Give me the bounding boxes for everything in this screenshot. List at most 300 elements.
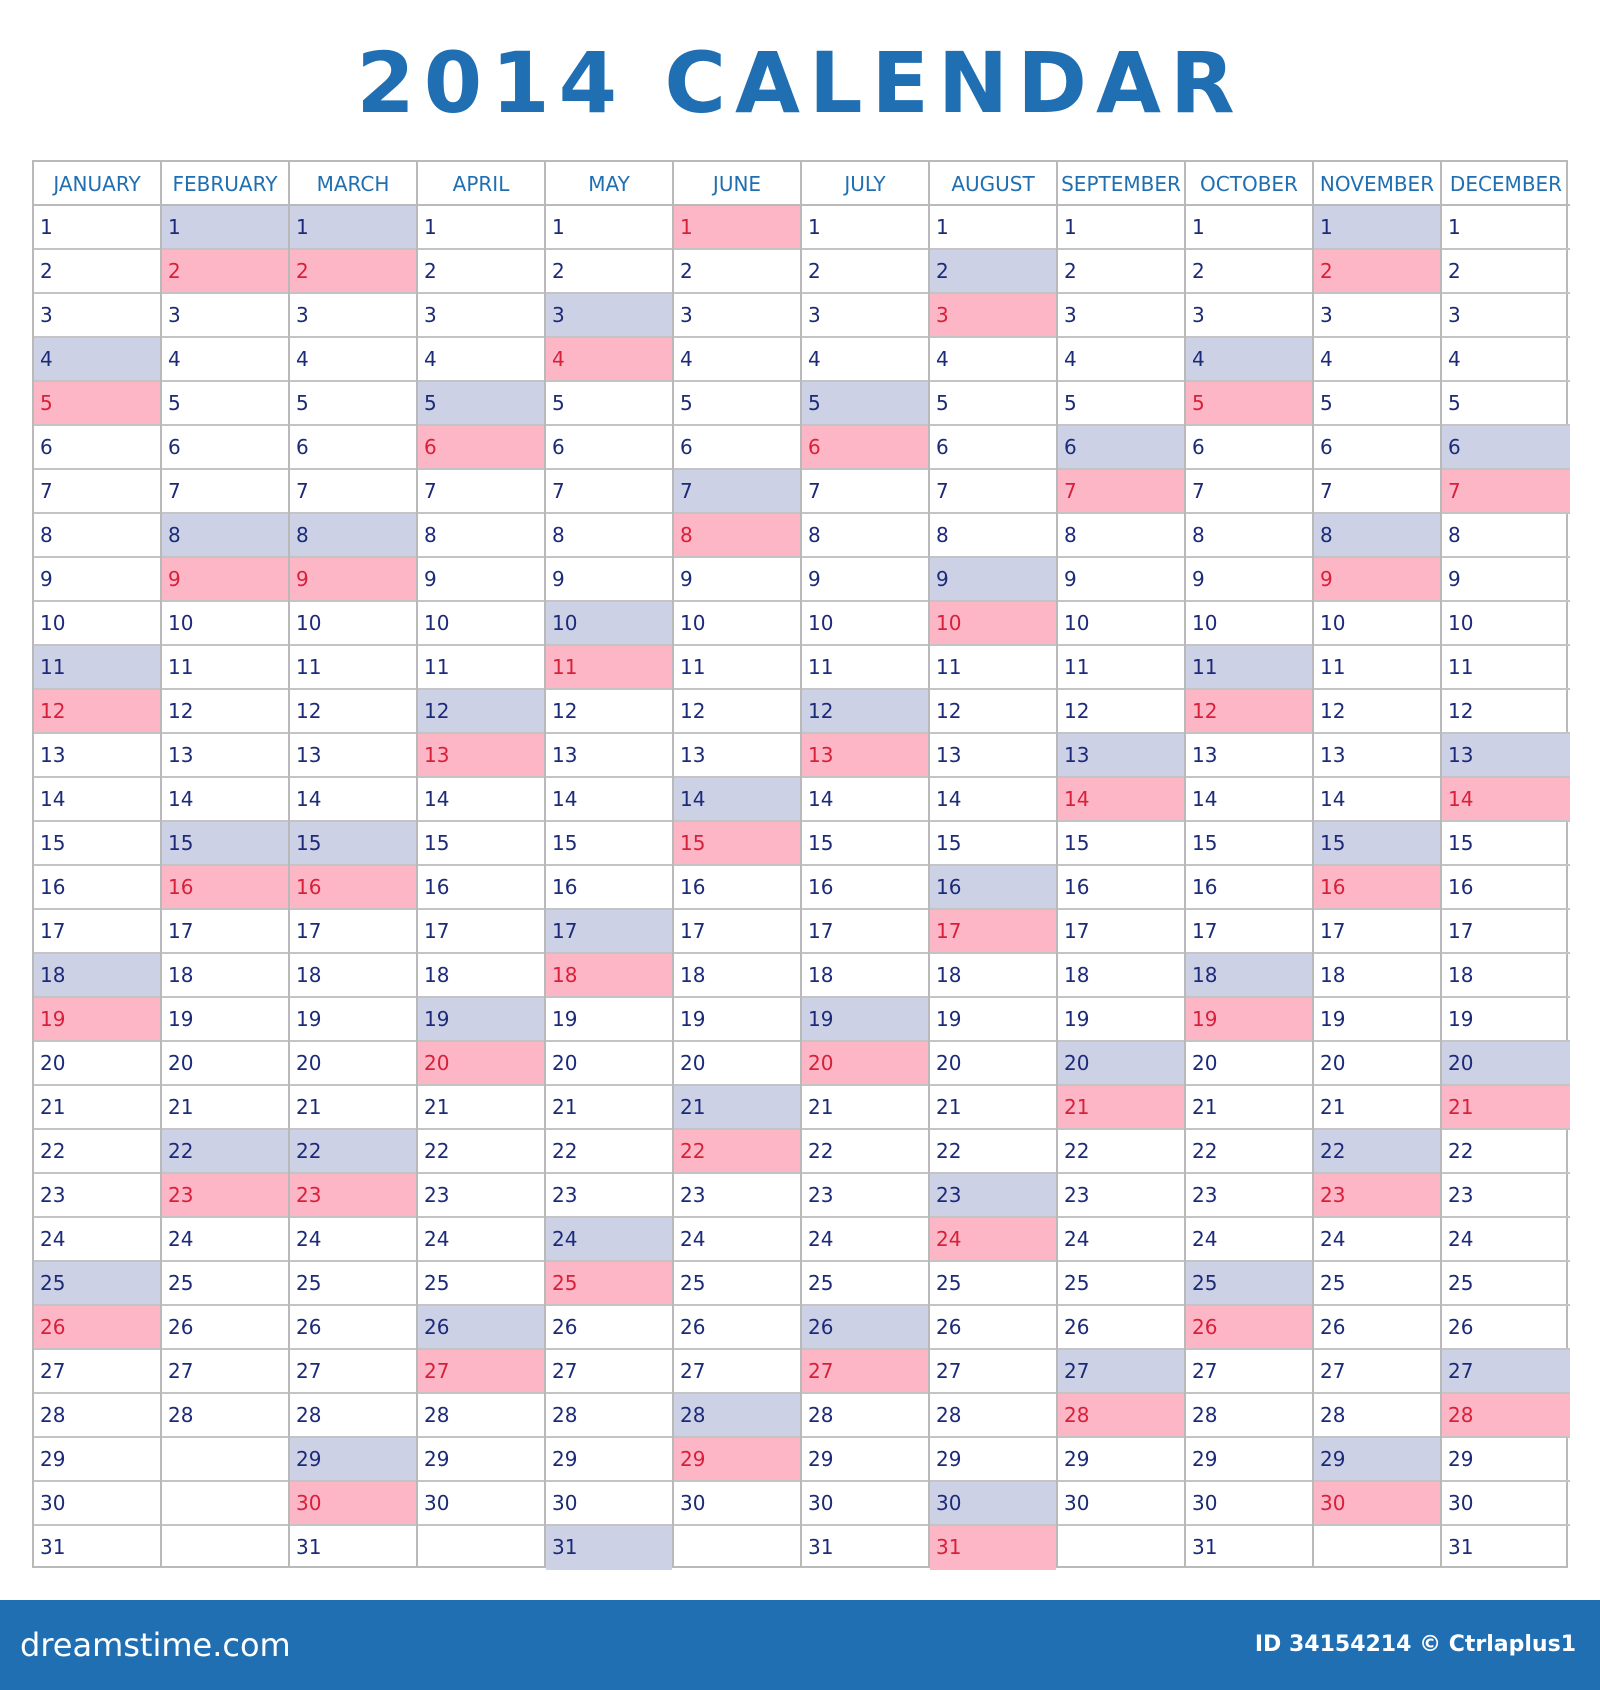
- day-cell: 22: [546, 1130, 672, 1174]
- day-cell: 16: [546, 866, 672, 910]
- day-cell: 1: [546, 206, 672, 250]
- brand-logo-text[interactable]: dreamstime.com: [20, 1626, 291, 1664]
- day-cell: 25: [1442, 1262, 1570, 1306]
- day-cell: 2: [546, 250, 672, 294]
- day-cell: 17: [1314, 910, 1440, 954]
- day-cell-saturday: 8: [290, 514, 416, 558]
- day-cell: 7: [930, 470, 1056, 514]
- day-cell: 3: [1442, 294, 1570, 338]
- day-cell: 8: [1442, 514, 1570, 558]
- day-cell: 17: [34, 910, 160, 954]
- day-cell: 11: [1058, 646, 1184, 690]
- day-cell: 21: [290, 1086, 416, 1130]
- day-cell: 1: [1058, 206, 1184, 250]
- day-cell: 16: [1186, 866, 1312, 910]
- day-cell-saturday: 25: [1186, 1262, 1312, 1306]
- day-cell: 24: [290, 1218, 416, 1262]
- day-cell: 31: [40, 1535, 66, 1559]
- day-cell-sunday: 6: [418, 426, 544, 470]
- day-cell: 17: [162, 910, 288, 954]
- day-cell: 28: [162, 1394, 288, 1438]
- day-cell: 6: [1186, 426, 1312, 470]
- day-cell: 23: [1442, 1174, 1570, 1218]
- day-cell-sunday: 2: [162, 250, 288, 294]
- day-cell-sunday: 24: [930, 1218, 1056, 1262]
- day-cell-saturday: 9: [930, 558, 1056, 602]
- empty-day-cell: [162, 1526, 288, 1570]
- day-cell: 24: [34, 1218, 160, 1262]
- day-cell: 27: [1186, 1350, 1312, 1394]
- day-cell-saturday: 8: [1314, 514, 1440, 558]
- day-cell-saturday: 31: [546, 1526, 672, 1570]
- day-cell: 20: [1186, 1042, 1312, 1086]
- day-cell: 9: [34, 558, 160, 602]
- day-cell: 12: [1442, 690, 1570, 734]
- day-cell: 14: [930, 778, 1056, 822]
- day-cell-saturday: 27: [1442, 1350, 1570, 1394]
- day-cell-sunday: 31: [930, 1526, 1056, 1570]
- day-cell: 30: [1186, 1482, 1312, 1526]
- day-cell-sunday: 3: [930, 294, 1056, 338]
- month-header: SEPTEMBER: [1058, 162, 1184, 206]
- day-cell: 25: [930, 1262, 1056, 1306]
- day-cell-sunday: 12: [1186, 690, 1312, 734]
- day-cell-saturday: 28: [674, 1394, 800, 1438]
- day-cell: 1: [1186, 206, 1312, 250]
- day-cell: 11: [802, 646, 928, 690]
- day-cell: 30: [546, 1482, 672, 1526]
- day-cell-sunday: 14: [1442, 778, 1570, 822]
- day-cell: 10: [1314, 602, 1440, 646]
- day-cell: 27: [930, 1350, 1056, 1394]
- day-cell: 11: [290, 646, 416, 690]
- day-cell: 24: [1186, 1218, 1312, 1262]
- day-cell: 11: [1442, 646, 1570, 690]
- month-column-may: [546, 162, 674, 1566]
- day-cell-sunday: 1: [674, 206, 800, 250]
- day-cell-sunday: 22: [674, 1130, 800, 1174]
- day-cell: 6: [674, 426, 800, 470]
- day-cell: 4: [802, 338, 928, 382]
- day-cell: 14: [290, 778, 416, 822]
- day-cell: 3: [162, 294, 288, 338]
- month-column-january: [34, 162, 162, 1566]
- day-cell: 11: [1314, 646, 1440, 690]
- day-cell-sunday: 21: [1058, 1086, 1184, 1130]
- day-cell-saturday: 22: [1314, 1130, 1440, 1174]
- day-cell-sunday: 16: [162, 866, 288, 910]
- empty-day-cell: [1058, 1526, 1184, 1570]
- day-cell-sunday: 5: [34, 382, 160, 426]
- day-cell-sunday: 23: [1314, 1174, 1440, 1218]
- day-cell: 31: [1448, 1535, 1474, 1559]
- day-cell: 15: [1058, 822, 1184, 866]
- day-cell: 3: [674, 294, 800, 338]
- day-cell: 2: [1186, 250, 1312, 294]
- day-cell-saturday: 11: [1186, 646, 1312, 690]
- day-cell: 13: [162, 734, 288, 778]
- day-cell-sunday: 8: [674, 514, 800, 558]
- day-cell: 15: [34, 822, 160, 866]
- day-cell: 15: [802, 822, 928, 866]
- day-cell: 25: [418, 1262, 544, 1306]
- day-cell: 23: [1186, 1174, 1312, 1218]
- day-cell: 10: [34, 602, 160, 646]
- day-cell-sunday: 4: [546, 338, 672, 382]
- day-cell: 11: [930, 646, 1056, 690]
- day-cell: 27: [674, 1350, 800, 1394]
- day-cell-saturday: 4: [34, 338, 160, 382]
- day-cell: 28: [34, 1394, 160, 1438]
- day-cell: 19: [162, 998, 288, 1042]
- day-cell: 13: [34, 734, 160, 778]
- day-cell-sunday: 13: [802, 734, 928, 778]
- day-cell: 16: [802, 866, 928, 910]
- day-cell: 4: [674, 338, 800, 382]
- day-cell-saturday: 6: [1058, 426, 1184, 470]
- day-cell-sunday: 18: [546, 954, 672, 998]
- day-cell: 5: [1058, 382, 1184, 426]
- month-column-july: [802, 162, 930, 1566]
- day-cell: 19: [930, 998, 1056, 1042]
- day-cell: 22: [802, 1130, 928, 1174]
- day-cell: 17: [1186, 910, 1312, 954]
- day-cell: 5: [930, 382, 1056, 426]
- day-cell-saturday: 26: [418, 1306, 544, 1350]
- month-column-august: [930, 162, 1058, 1566]
- day-cell: 17: [418, 910, 544, 954]
- day-cell-sunday: 15: [674, 822, 800, 866]
- day-cell: 20: [930, 1042, 1056, 1086]
- day-cell-sunday: 19: [34, 998, 160, 1042]
- day-cell: 17: [1058, 910, 1184, 954]
- month-header: NOVEMBER: [1314, 162, 1440, 206]
- day-cell: 25: [674, 1262, 800, 1306]
- day-cell: 5: [290, 382, 416, 426]
- day-cell: 4: [162, 338, 288, 382]
- day-cell: 23: [418, 1174, 544, 1218]
- day-cell: 23: [546, 1174, 672, 1218]
- day-cell: 23: [1058, 1174, 1184, 1218]
- day-cell: 20: [1314, 1042, 1440, 1086]
- day-cell: 27: [290, 1350, 416, 1394]
- day-cell: 1: [930, 206, 1056, 250]
- day-cell: 12: [162, 690, 288, 734]
- day-cell-saturday: 8: [162, 514, 288, 558]
- day-cell: 3: [418, 294, 544, 338]
- day-cell: 22: [1058, 1130, 1184, 1174]
- day-cell-saturday: 10: [546, 602, 672, 646]
- empty-day-cell: [162, 1482, 288, 1526]
- day-cell: 1: [34, 206, 160, 250]
- day-cell-saturday: 18: [1186, 954, 1312, 998]
- day-cell-sunday: 27: [802, 1350, 928, 1394]
- day-cell: 15: [418, 822, 544, 866]
- day-cell: 6: [34, 426, 160, 470]
- day-cell: 19: [1442, 998, 1570, 1042]
- day-cell: 28: [1186, 1394, 1312, 1438]
- day-cell: 16: [1442, 866, 1570, 910]
- day-cell: 13: [1186, 734, 1312, 778]
- empty-day-cell: [418, 1526, 544, 1570]
- day-cell: 24: [418, 1218, 544, 1262]
- day-cell: 10: [674, 602, 800, 646]
- day-cell: 18: [1058, 954, 1184, 998]
- day-cell: 7: [162, 470, 288, 514]
- year-grid: [32, 160, 1568, 1568]
- day-cell: 17: [802, 910, 928, 954]
- day-cell: 26: [546, 1306, 672, 1350]
- day-cell: 29: [802, 1438, 928, 1482]
- day-cell: 1: [1442, 206, 1570, 250]
- day-cell: 11: [674, 646, 800, 690]
- day-cell: 28: [418, 1394, 544, 1438]
- day-cell: 12: [546, 690, 672, 734]
- day-cell-saturday: 20: [1442, 1042, 1570, 1086]
- day-cell: 27: [162, 1350, 288, 1394]
- day-cell: 12: [290, 690, 416, 734]
- day-cell: 13: [674, 734, 800, 778]
- day-cell-saturday: 5: [802, 382, 928, 426]
- day-cell: 11: [162, 646, 288, 690]
- day-cell-sunday: 21: [1442, 1086, 1570, 1130]
- day-cell-sunday: 10: [930, 602, 1056, 646]
- day-cell-saturday: 18: [34, 954, 160, 998]
- day-cell: 28: [802, 1394, 928, 1438]
- day-cell: 8: [1186, 514, 1312, 558]
- day-cell: 19: [290, 998, 416, 1042]
- day-cell-sunday: 2: [290, 250, 416, 294]
- day-cell-sunday: 20: [802, 1042, 928, 1086]
- day-cell-sunday: 7: [1442, 470, 1570, 514]
- day-cell: 25: [802, 1262, 928, 1306]
- day-cell: 2: [674, 250, 800, 294]
- day-cell-saturday: 20: [1058, 1042, 1184, 1086]
- day-cell-saturday: 5: [418, 382, 544, 426]
- month-header: JULY: [802, 162, 928, 206]
- day-cell-saturday: 15: [290, 822, 416, 866]
- day-cell: 12: [674, 690, 800, 734]
- day-cell: 25: [1058, 1262, 1184, 1306]
- day-cell: 30: [674, 1482, 800, 1526]
- day-cell: 29: [546, 1438, 672, 1482]
- day-cell: 16: [1058, 866, 1184, 910]
- day-cell: 10: [418, 602, 544, 646]
- day-cell-saturday: 12: [802, 690, 928, 734]
- day-cell: 14: [162, 778, 288, 822]
- day-cell-saturday: 26: [802, 1306, 928, 1350]
- day-cell: 27: [1314, 1350, 1440, 1394]
- day-cell: 17: [290, 910, 416, 954]
- day-cell-sunday: 28: [1442, 1394, 1570, 1438]
- day-cell: 4: [1058, 338, 1184, 382]
- day-cell: 31: [808, 1535, 834, 1559]
- day-cell: 14: [546, 778, 672, 822]
- day-cell: 7: [1186, 470, 1312, 514]
- day-cell-sunday: 19: [1186, 998, 1312, 1042]
- day-cell: 21: [802, 1086, 928, 1130]
- day-cell: 4: [290, 338, 416, 382]
- day-cell: 15: [1442, 822, 1570, 866]
- day-cell: 6: [930, 426, 1056, 470]
- day-cell: 2: [1058, 250, 1184, 294]
- day-cell: 24: [162, 1218, 288, 1262]
- month-header: APRIL: [418, 162, 544, 206]
- day-cell-sunday: 5: [1186, 382, 1312, 426]
- month-header: AUGUST: [930, 162, 1056, 206]
- empty-day-cell: [1314, 1526, 1440, 1570]
- day-cell-saturday: 1: [290, 206, 416, 250]
- day-cell: 14: [1314, 778, 1440, 822]
- day-cell: 18: [418, 954, 544, 998]
- day-cell-sunday: 23: [290, 1174, 416, 1218]
- day-cell: 8: [546, 514, 672, 558]
- day-cell-saturday: 16: [930, 866, 1056, 910]
- day-cell: 10: [1058, 602, 1184, 646]
- month-header: OCTOBER: [1186, 162, 1312, 206]
- day-cell: 9: [546, 558, 672, 602]
- month-column-april: [418, 162, 546, 1566]
- day-cell-saturday: 7: [674, 470, 800, 514]
- day-cell-saturday: 15: [1314, 822, 1440, 866]
- day-cell: 9: [674, 558, 800, 602]
- day-cell-sunday: 14: [1058, 778, 1184, 822]
- day-cell-saturday: 29: [1314, 1438, 1440, 1482]
- day-cell-sunday: 9: [1314, 558, 1440, 602]
- day-cell-sunday: 20: [418, 1042, 544, 1086]
- day-cell: 23: [674, 1174, 800, 1218]
- day-cell-sunday: 7: [1058, 470, 1184, 514]
- day-cell-sunday: 30: [1314, 1482, 1440, 1526]
- day-cell: 30: [1442, 1482, 1570, 1526]
- month-column-march: [290, 162, 418, 1566]
- day-cell: 21: [930, 1086, 1056, 1130]
- day-cell-saturday: 19: [418, 998, 544, 1042]
- day-cell: 11: [418, 646, 544, 690]
- day-cell: 18: [802, 954, 928, 998]
- day-cell: 14: [34, 778, 160, 822]
- day-cell: 31: [1192, 1535, 1218, 1559]
- day-cell: 21: [162, 1086, 288, 1130]
- day-cell: 21: [546, 1086, 672, 1130]
- day-cell: 6: [1314, 426, 1440, 470]
- day-cell-saturday: 23: [930, 1174, 1056, 1218]
- day-cell: 26: [930, 1306, 1056, 1350]
- day-cell-sunday: 16: [290, 866, 416, 910]
- day-cell: 19: [1314, 998, 1440, 1042]
- day-cell: 12: [930, 690, 1056, 734]
- day-cell: 26: [290, 1306, 416, 1350]
- day-cell: 20: [674, 1042, 800, 1086]
- day-cell-saturday: 4: [1186, 338, 1312, 382]
- day-cell: 27: [34, 1350, 160, 1394]
- day-cell-saturday: 15: [162, 822, 288, 866]
- stock-id: ID 34154214 © Ctrlaplus1: [1254, 1632, 1576, 1657]
- day-cell: 29: [34, 1438, 160, 1482]
- day-cell: 28: [546, 1394, 672, 1438]
- page-title: 2014 CALENDAR: [356, 34, 1244, 132]
- day-cell: 29: [930, 1438, 1056, 1482]
- day-cell: 7: [1314, 470, 1440, 514]
- day-cell: 15: [930, 822, 1056, 866]
- day-cell: 30: [418, 1482, 544, 1526]
- month-column-december: [1442, 162, 1570, 1566]
- day-cell: 3: [1058, 294, 1184, 338]
- day-cell: 7: [802, 470, 928, 514]
- day-cell-saturday: 3: [546, 294, 672, 338]
- day-cell: 3: [802, 294, 928, 338]
- day-cell-sunday: 16: [1314, 866, 1440, 910]
- day-cell-sunday: 23: [162, 1174, 288, 1218]
- day-cell: 25: [1314, 1262, 1440, 1306]
- day-cell-saturday: 13: [1058, 734, 1184, 778]
- month-header: JUNE: [674, 162, 800, 206]
- day-cell-sunday: 29: [674, 1438, 800, 1482]
- day-cell: 6: [162, 426, 288, 470]
- day-cell: 17: [1442, 910, 1570, 954]
- day-cell-saturday: 19: [802, 998, 928, 1042]
- day-cell: 5: [1314, 382, 1440, 426]
- day-cell: 3: [1314, 294, 1440, 338]
- day-cell: 20: [162, 1042, 288, 1086]
- day-cell: 2: [418, 250, 544, 294]
- day-cell-sunday: 26: [1186, 1306, 1312, 1350]
- day-cell: 29: [1058, 1438, 1184, 1482]
- month-header: MARCH: [290, 162, 416, 206]
- day-cell: 7: [34, 470, 160, 514]
- day-cell: 10: [802, 602, 928, 646]
- day-cell: 22: [1442, 1130, 1570, 1174]
- day-cell: 5: [162, 382, 288, 426]
- day-cell-saturday: 25: [34, 1262, 160, 1306]
- day-cell: 20: [290, 1042, 416, 1086]
- day-cell-sunday: 27: [418, 1350, 544, 1394]
- empty-day-cell: [674, 1526, 800, 1570]
- day-cell: 29: [418, 1438, 544, 1482]
- day-cell: 23: [802, 1174, 928, 1218]
- month-header: DECEMBER: [1442, 162, 1570, 206]
- day-cell-saturday: 22: [290, 1130, 416, 1174]
- day-cell-saturday: 22: [162, 1130, 288, 1174]
- day-cell: 5: [1442, 382, 1570, 426]
- day-cell: 24: [1442, 1218, 1570, 1262]
- day-cell: 4: [930, 338, 1056, 382]
- day-cell: 9: [1058, 558, 1184, 602]
- day-cell: 31: [296, 1535, 322, 1559]
- day-cell-saturday: 21: [674, 1086, 800, 1130]
- day-cell: 21: [418, 1086, 544, 1130]
- day-cell: 22: [1186, 1130, 1312, 1174]
- day-cell: 26: [1442, 1306, 1570, 1350]
- month-column-june: [674, 162, 802, 1566]
- day-cell: 1: [802, 206, 928, 250]
- day-cell: 16: [418, 866, 544, 910]
- day-cell: 25: [290, 1262, 416, 1306]
- day-cell: 5: [546, 382, 672, 426]
- day-cell: 30: [802, 1482, 928, 1526]
- day-cell: 19: [674, 998, 800, 1042]
- day-cell: 2: [802, 250, 928, 294]
- day-cell-saturday: 1: [162, 206, 288, 250]
- day-cell-sunday: 9: [162, 558, 288, 602]
- month-column-november: [1314, 162, 1442, 1566]
- day-cell: 12: [1314, 690, 1440, 734]
- day-cell-saturday: 11: [34, 646, 160, 690]
- day-cell: 19: [1058, 998, 1184, 1042]
- day-cell: 13: [546, 734, 672, 778]
- day-cell: 9: [418, 558, 544, 602]
- footer-bar: [0, 1600, 1600, 1690]
